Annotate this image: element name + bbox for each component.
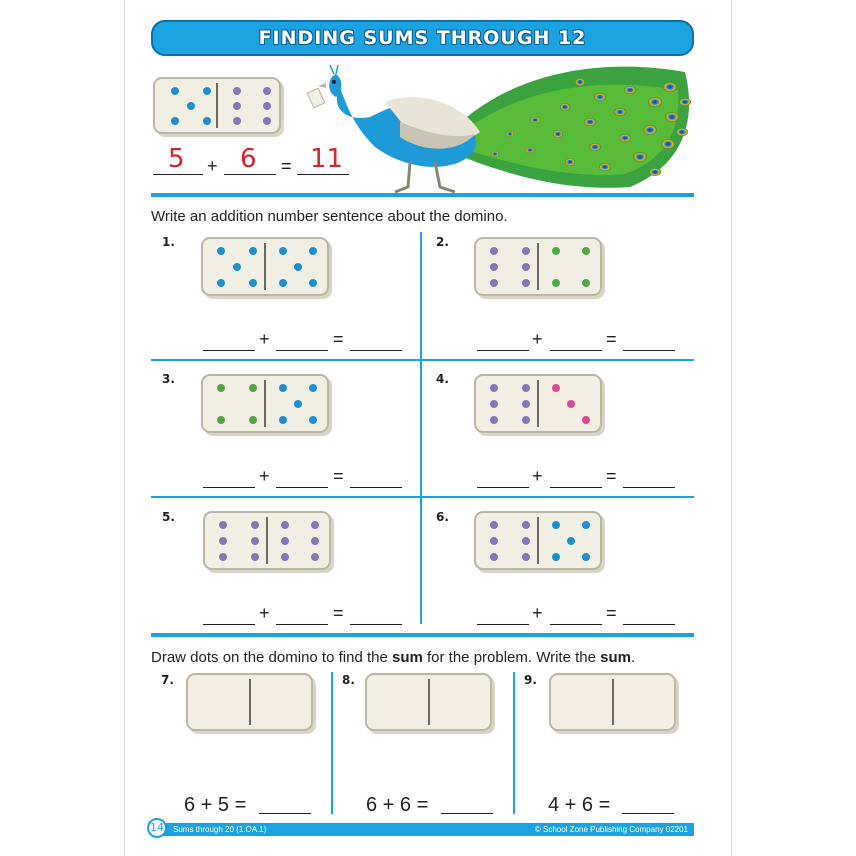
problem-label: 4. (436, 372, 449, 386)
plus-sign: + (259, 329, 270, 349)
example-domino (153, 77, 281, 134)
example-sum: 11 (310, 144, 344, 174)
grid-row-divider-1 (151, 359, 694, 361)
draw-problem-label: 7. (161, 673, 174, 687)
draw-problem-label: 9. (524, 673, 537, 687)
answer-blank[interactable] (350, 624, 402, 625)
problem-domino-3 (201, 374, 329, 433)
draw-problem-expression: 6 + 6 = (366, 794, 429, 816)
example-addend-a: 5 (168, 144, 185, 174)
bottom-divider-1 (331, 672, 333, 814)
plus-sign: + (532, 329, 543, 349)
empty-domino-7[interactable] (186, 673, 313, 731)
example-blank-a (153, 174, 203, 175)
plus-sign: + (259, 466, 270, 486)
divider-top (151, 193, 694, 197)
footer-standard: Sums through 20 (1.OA.1) (173, 825, 267, 834)
problem-label: 3. (162, 372, 175, 386)
problem-domino-4 (474, 374, 602, 433)
answer-blank[interactable] (203, 350, 255, 351)
answer-blank[interactable] (477, 350, 529, 351)
footer-bar (151, 823, 694, 836)
draw-problem-expression: 6 + 5 = (184, 794, 247, 816)
page-number: 14 (147, 818, 167, 838)
equals-sign: = (606, 603, 617, 623)
instruction-part2: Draw dots on the domino to find the sum for the problem. Write the sum. (151, 649, 636, 666)
title-bar (151, 20, 694, 56)
answer-blank[interactable] (477, 624, 529, 625)
equals-sign: = (333, 329, 344, 349)
instruction-part1: Write an addition number sentence about the domino. (151, 208, 508, 225)
example-equals: = (281, 156, 292, 176)
plus-sign: + (259, 603, 270, 623)
problem-domino-1 (201, 237, 329, 296)
grid-vertical-divider (420, 232, 422, 624)
empty-domino-8[interactable] (365, 673, 492, 731)
problem-label: 2. (436, 235, 449, 249)
answer-blank[interactable] (623, 624, 675, 625)
answer-blank[interactable] (623, 350, 675, 351)
answer-blank[interactable] (276, 350, 328, 351)
answer-blank[interactable] (203, 624, 255, 625)
equals-sign: = (333, 603, 344, 623)
equals-sign: = (606, 329, 617, 349)
problem-label: 6. (436, 510, 449, 524)
example-addend-b: 6 (240, 144, 257, 174)
divider-middle (151, 633, 694, 637)
answer-blank[interactable] (550, 624, 602, 625)
equals-sign: = (606, 466, 617, 486)
equals-sign: = (333, 466, 344, 486)
example-blank-b (224, 174, 276, 175)
plus-sign: + (532, 603, 543, 623)
answer-blank[interactable] (276, 487, 328, 488)
answer-blank[interactable] (350, 350, 402, 351)
problem-domino-2 (474, 237, 602, 296)
example-plus: + (207, 156, 218, 176)
answer-blank[interactable] (203, 487, 255, 488)
answer-blank[interactable] (550, 487, 602, 488)
answer-blank[interactable] (623, 487, 675, 488)
draw-problem-expression: 4 + 6 = (548, 794, 611, 816)
problem-label: 1. (162, 235, 175, 249)
bottom-divider-2 (513, 672, 515, 814)
peacock-illustration (300, 62, 695, 197)
answer-blank[interactable] (350, 487, 402, 488)
plus-sign: + (532, 466, 543, 486)
sum-blank[interactable] (259, 813, 311, 814)
page-title: FINDING SUMS THROUGH 12 (258, 27, 587, 49)
grid-row-divider-2 (151, 496, 694, 498)
answer-blank[interactable] (276, 624, 328, 625)
footer-copyright: © School Zone Publishing Company 02201 (534, 825, 688, 834)
problem-domino-5 (203, 511, 331, 570)
sum-blank[interactable] (622, 813, 674, 814)
draw-problem-label: 8. (342, 673, 355, 687)
problem-label: 5. (162, 510, 175, 524)
answer-blank[interactable] (550, 350, 602, 351)
sum-blank[interactable] (441, 813, 493, 814)
empty-domino-9[interactable] (549, 673, 676, 731)
problem-domino-6 (474, 511, 602, 570)
answer-blank[interactable] (477, 487, 529, 488)
